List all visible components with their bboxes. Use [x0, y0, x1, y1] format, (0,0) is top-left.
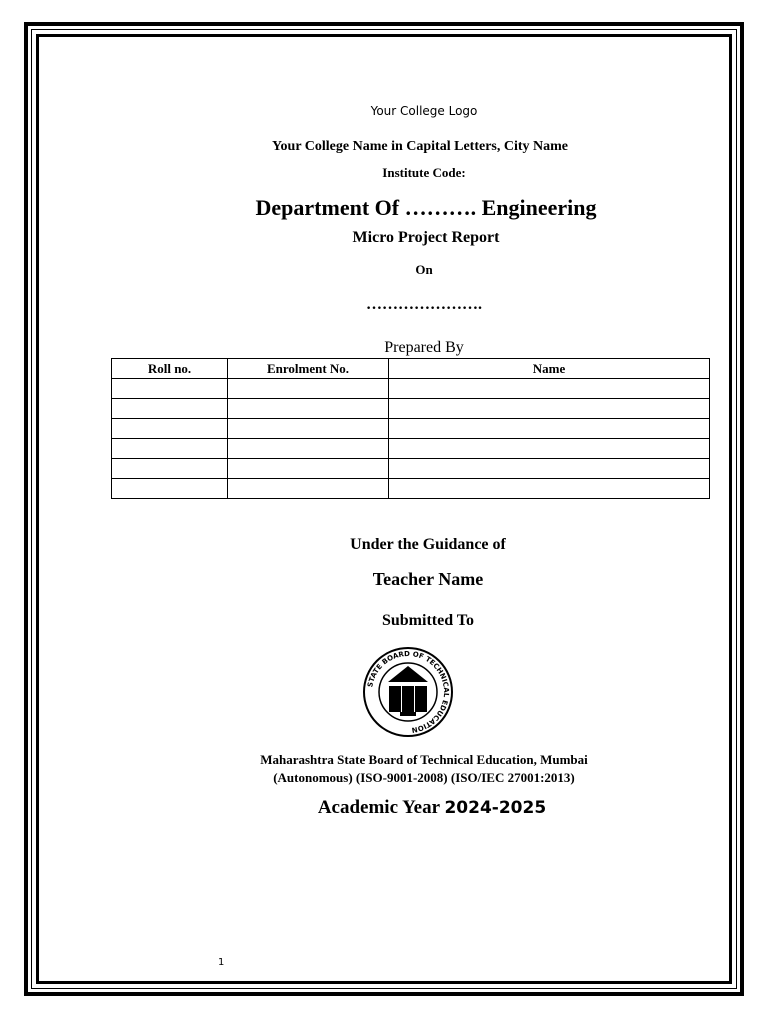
- table-cell: [228, 379, 389, 399]
- table-cell: [389, 379, 710, 399]
- institute-code: Institute Code:: [382, 165, 466, 180]
- students-table: [111, 358, 710, 499]
- teacher-name: Teacher Name: [372, 569, 484, 589]
- table-row: [112, 459, 710, 479]
- table-row: [112, 379, 710, 399]
- academic-year-label: Academic Year: [317, 797, 445, 818]
- college-logo-placeholder: Your College Logo: [370, 104, 478, 118]
- guidance-label: Under the Guidance of: [350, 536, 506, 553]
- table-cell: [389, 399, 710, 419]
- table-cell: [228, 459, 389, 479]
- on-label: On: [415, 262, 433, 277]
- table-cell: [112, 439, 228, 459]
- table-cell: [112, 379, 228, 399]
- board-name: Maharashtra State Board of Technical Education, Mumbai: [260, 752, 588, 767]
- seal-text: STATE BOARD OF TECHNICAL EDUCATION: [366, 649, 451, 734]
- academic-year-value: 2024-2025: [444, 798, 547, 818]
- academic-year: [48, 797, 768, 819]
- table-cell: [112, 459, 228, 479]
- column-header-name: Name: [389, 359, 710, 379]
- table-header-row: [112, 359, 710, 379]
- table-cell: [112, 479, 228, 499]
- table-cell: [389, 419, 710, 439]
- table-cell: [389, 479, 710, 499]
- table-row: [112, 399, 710, 419]
- topic-placeholder: ………………….: [366, 296, 482, 313]
- table-cell: [228, 479, 389, 499]
- table-cell: [112, 419, 228, 439]
- table-row: [112, 439, 710, 459]
- table-cell: [389, 439, 710, 459]
- table-cell: [228, 419, 389, 439]
- report-type: Micro Project Report: [352, 229, 500, 246]
- table-row: [112, 419, 710, 439]
- column-header-enrolment-no: Enrolment No.: [228, 359, 389, 379]
- college-name: Your College Name in Capital Letters, City Name: [271, 139, 569, 154]
- submitted-to-label: Submitted To: [381, 612, 475, 629]
- page-number: 1: [218, 957, 225, 968]
- column-header-roll-no: Roll no.: [112, 359, 228, 379]
- table-row: [112, 479, 710, 499]
- table-cell: [389, 459, 710, 479]
- msbte-seal-icon: [358, 642, 458, 742]
- table-cell: [112, 399, 228, 419]
- prepared-by-label: Prepared By: [384, 339, 464, 356]
- table-cell: [228, 399, 389, 419]
- board-accreditation: (Autonomous) (ISO-9001-2008) (ISO/IEC 27001:2013): [273, 770, 575, 785]
- department-title: Department Of ………. Engineering: [255, 195, 597, 220]
- table-cell: [228, 439, 389, 459]
